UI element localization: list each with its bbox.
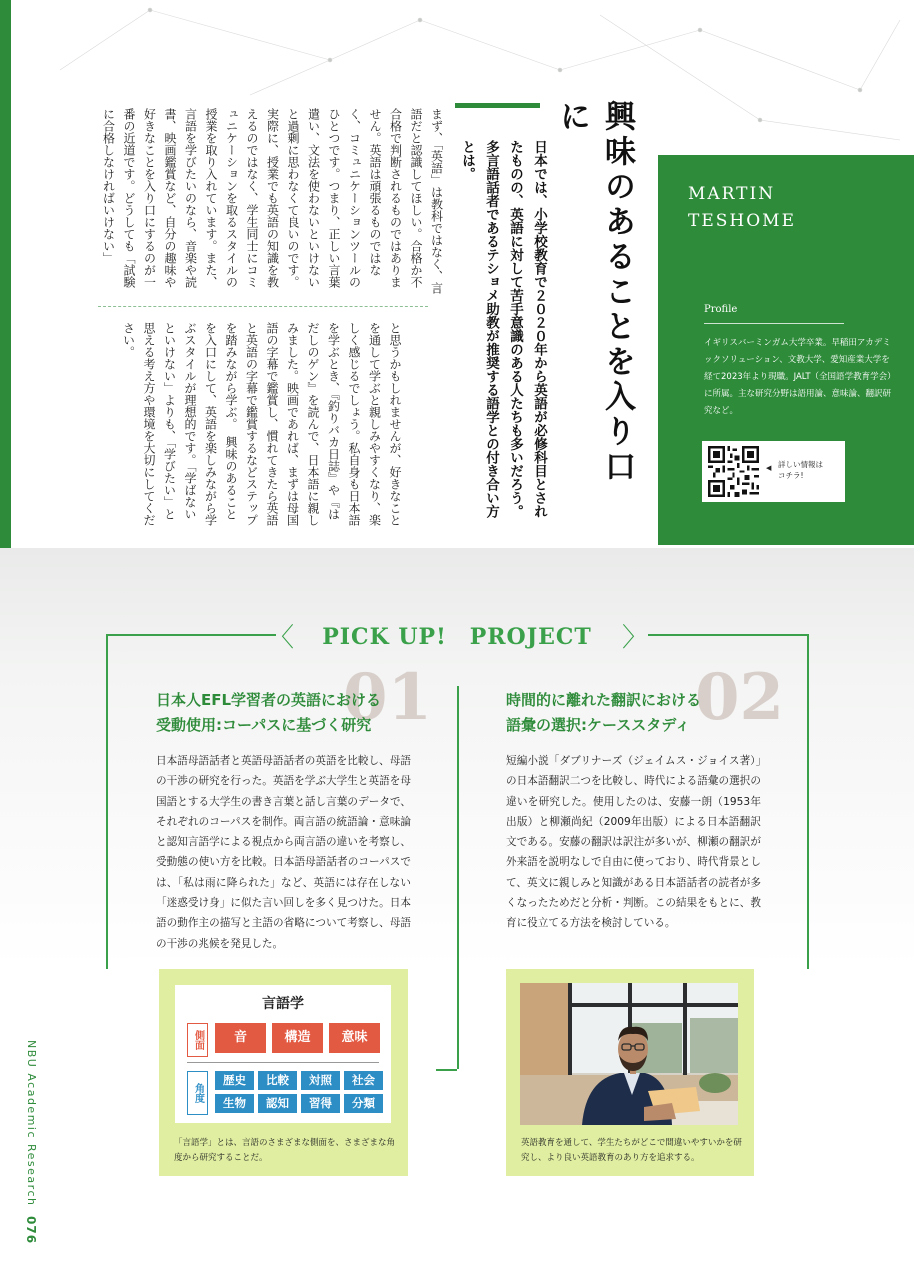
diagram-divider (187, 1062, 379, 1063)
page-number: 076 (24, 1216, 38, 1245)
profile-name-first: MARTIN (688, 184, 776, 204)
project-description: 日本語母語話者と英語母語話者の英語を比較し、母語の干渉の研究を行った。英語を学ぶ大学生と英語を母国語とする大学生の書き言葉と話し言葉のデータで、それぞれのコーパスを制作。両言語の統語論・意味論と認知言語学による視点から両言語の違いを考察し、受動態の使い方を比較。日本語母語話者のコーパスでは、「私は雨に降られた」など、英語には存在しない「迷惑受け身」に似た言い回しを多く見つけた。日本語の動作主の描写と主語の省略について考察し、母語の干渉の兆候を発見した。 (156, 755, 411, 950)
profile-label: Profile (704, 304, 738, 315)
angle-box: 習得 (301, 1094, 340, 1113)
frame-center-line (457, 686, 459, 1069)
project-title-line2: 受動使用:コーパスに基づく研究 (156, 716, 372, 734)
project-title-line2: 語彙の選択:ケーススタディ (506, 716, 691, 734)
angles-label: 角度 (187, 1071, 208, 1115)
profile-name-last: TESHOME (688, 211, 796, 231)
project-title-line1: 時間的に離れた翻訳における (506, 691, 702, 709)
aspect-box: 音 (215, 1023, 266, 1053)
teacher-photo (520, 983, 738, 1125)
article-title: 興味のあることを入り口に (554, 100, 635, 485)
frame-right-line (807, 634, 809, 969)
article-lead: 日本では、小学校教育で２０２０年から英語が必修科目とされたものの、英語に対して苦手意識のある人たちも多いだろう。多言語話者であるテショメ助教が推奨する語学との付き合い方とは。 (459, 140, 547, 518)
body-divider (98, 306, 428, 307)
qr-link-text-line2: コチラ! (778, 471, 804, 480)
project-title (506, 688, 701, 738)
qr-link-text-line1: 詳しい情報は (778, 460, 823, 469)
title-accent-rule (455, 103, 540, 108)
pickup-line-right (648, 634, 808, 636)
frame-left-line (106, 634, 108, 969)
card-caption: 「言語学」とは、言語のさまざまな側面を、さまざまな角度から研究することだ。 (174, 1138, 396, 1163)
angle-box: 社会 (344, 1071, 383, 1090)
angle-box: 歴史 (215, 1071, 254, 1090)
chevron-left-icon: 〈 (268, 623, 295, 653)
diagram-title: 言語学 (262, 996, 304, 1012)
aspects-label: 側面 (187, 1023, 208, 1057)
aspect-box: 意味 (329, 1023, 380, 1053)
pickup-line-left (106, 634, 276, 636)
left-arrow-icon: ◀ (766, 464, 772, 472)
project-title-line1: 日本人EFL学習者の英語における (156, 691, 382, 709)
qr-link-card[interactable] (702, 441, 845, 502)
project-title (156, 688, 381, 738)
publication-name: NBU Academic Research (25, 1040, 38, 1207)
project-number: 01 (343, 660, 433, 735)
card-caption: 英語教育を通して、学生たちがどこで間違いやすいかを研究し、より良い英語教育のあり方を追求する。 (521, 1138, 742, 1163)
angle-box: 認知 (258, 1094, 297, 1113)
angle-box: 分類 (344, 1094, 383, 1113)
left-accent-bar (0, 0, 11, 548)
profile-panel (658, 155, 914, 545)
angle-box: 比較 (258, 1071, 297, 1090)
profile-divider (704, 323, 844, 324)
qr-link-text[interactable] (778, 459, 823, 481)
project-number: 02 (695, 660, 785, 735)
pickup-title: PICK UP! PROJECT (322, 624, 592, 650)
qr-code-icon[interactable] (708, 446, 759, 497)
article-body-upper: まず、「英語」は教科ではなく、言語だと認識してほしい。合格か不合格で判断されるものではありません。英語は頑張るものではなく、コミュニケーションツールのひとつです。つまり、正しい言葉遣い、文法を使わないといけないと過剰に思わなくて良いのです。実際に、授業でも英語の知識を教えるのではなく、学生同士にコミュニケーションを取るスタイルの授業を取り入れています。また、言語を学びたいのなら、音楽や読書、映画鑑賞など、自分の趣味や好きなことを入り口にするのが一番の近道です。どうしても「試験に合格しなければいけない」 (101, 108, 444, 294)
linguistics-diagram (175, 985, 391, 1123)
frame-center-foot (436, 1069, 457, 1071)
aspect-box: 構造 (272, 1023, 323, 1053)
angle-box: 生物 (215, 1094, 254, 1113)
angle-box: 対照 (301, 1071, 340, 1090)
profile-name (688, 181, 796, 235)
project-description: 短編小説「ダブリナーズ（ジェイムス・ジョイス著）」の日本語翻訳二つを比較し、時代による語彙の選択の違いを研究した。使用したのは、安藤一朗（1953年出版）と柳瀬尚紀（2009年出版）による日本語翻訳文である。安藤の翻訳は訳注が多いが、柳瀬の翻訳が外来語を説明なしで自由に使っており、時代背景として、英文に親しみと知識がある日本語話者の読者が多くなったためだと分析・判断。この結果をもとに、教育に役立てる方法を検討している。 (506, 755, 761, 930)
article-body-lower: と思うかもしれませんが、好きなことを通して学ぶと親しみやすくなり、楽しく感じるでしょう。私自身も日本語を学ぶとき、『釣りバカ日誌』や『はだしのゲン』を読んで、日本語に親しみました。映画であれば、まずは母国語の字幕で鑑賞し、慣れてきたら英語と英語の字幕で鑑賞するなどステップを踏みながら学ぶ。 興味のあることを入口にして、英語を楽しみながら学ぶスタイルが理想的です。「学ばないといけない」よりも、「学びたい」と思える考え方や環境を大切にしてください。 (121, 322, 402, 526)
profile-text: イギリスバーミンガム大学卒業。早稲田アカデミックソリューション、文教大学、愛知産業大学を経て2023年より現職。JALT（全国語学教育学会）に所属。主な研究分野は語用論、意味論、翻訳研究など。 (704, 338, 892, 416)
chevron-right-icon: 〉 (622, 623, 649, 653)
